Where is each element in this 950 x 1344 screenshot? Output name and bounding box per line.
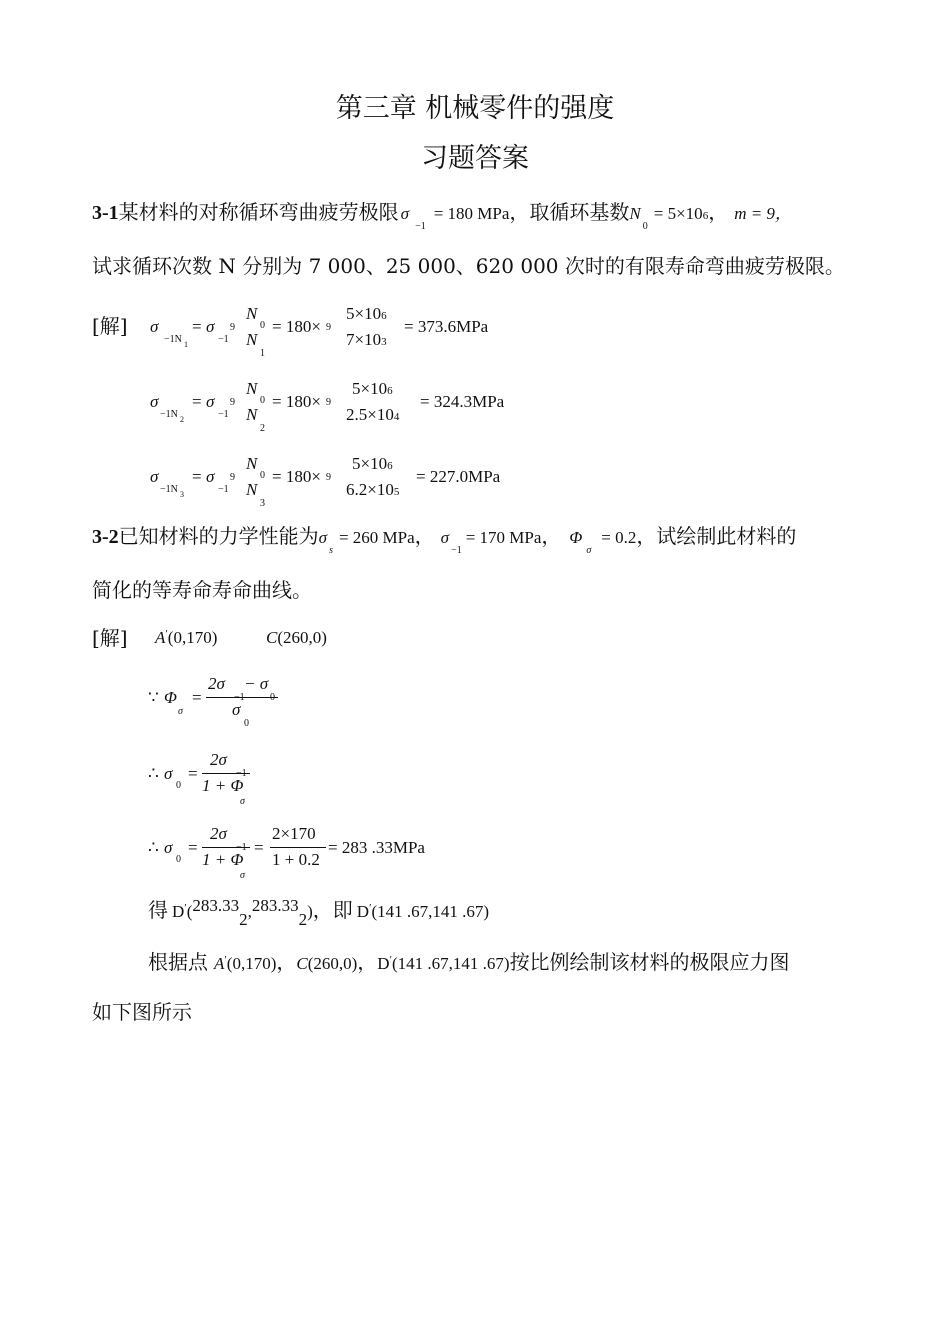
eq-equals: = (192, 317, 202, 336)
therefore-icon: ∴ (148, 764, 159, 783)
N-subscript: 1 (260, 348, 265, 359)
equation-3 (150, 450, 550, 510)
root-index: 9 (230, 322, 235, 333)
chapter-title: 第三章 机械零件的强度 (335, 93, 615, 124)
phi-subscript: σ (586, 545, 592, 556)
result: = 324.3MPa (420, 392, 505, 411)
sigma-symbol: σ (206, 317, 215, 336)
fraction-bar (202, 773, 250, 774)
N-symbol: N (246, 405, 258, 424)
problem-text: 已知材料的力学性能为 (118, 524, 319, 548)
sigma-symbol: σ (150, 467, 159, 486)
D-divisor: 2 (239, 910, 248, 929)
N-symbol: N (246, 454, 258, 473)
sigma0-result (148, 822, 468, 882)
D-close-paren: ) (307, 902, 313, 921)
sigma-s-subscript: s (329, 545, 333, 556)
D-symbol: D (356, 902, 370, 921)
eq-equals: = (192, 392, 202, 411)
sigma-symbol: σ (400, 204, 410, 223)
D-result: (141 .67,141 .67) (371, 902, 490, 921)
N-subscript: 0 (260, 470, 265, 481)
N0-subscript: 0 (642, 221, 648, 232)
D-open-paren: ( (186, 902, 193, 921)
root-index: 9 (230, 472, 235, 483)
phi-subscript: σ (240, 870, 245, 881)
N-subscript: 3 (260, 498, 265, 509)
numerator: 2σ (210, 824, 227, 843)
denominator: σ (232, 700, 241, 719)
sigma-subscript: −1 (415, 221, 426, 232)
phi-definition (148, 672, 348, 732)
coefficient: = 180× (272, 467, 321, 486)
numerator: 5×106 (352, 379, 393, 398)
fraction-bar (202, 847, 250, 848)
sigma-s-symbol: σ (318, 528, 328, 547)
N-subscript: 0 (260, 395, 265, 406)
denominator: 7×103 (346, 330, 387, 349)
eq-subscript: −1N (160, 409, 178, 420)
problem-3-1-line1 (92, 196, 792, 232)
root-index: 9 (230, 397, 235, 408)
denominator: 2.5×104 (346, 405, 400, 424)
section-subtitle: 习题答案 (421, 143, 529, 174)
N-symbol: N (246, 480, 258, 499)
final-line-1: 根据点 A′(0,170)，C(260,0)，D′(141 .67,141 .67)按比例绘制该材料的极限应力图 (148, 950, 790, 974)
denominator: 1 + Φ (202, 776, 244, 795)
therefore-icon: ∴ (148, 838, 159, 857)
numerator: 2×170 (272, 824, 316, 843)
sigma-subscript: 0 (176, 854, 181, 865)
D-value-2: 283.33 (251, 896, 299, 915)
D-symbol: D (172, 902, 185, 921)
eq-equals: = (192, 688, 202, 707)
solution-label-3-2: [解] (92, 626, 128, 650)
phi-subscript: σ (240, 796, 245, 807)
eq-subscript-index: 3 (180, 490, 184, 499)
eq-equals: = (188, 838, 198, 857)
de-prefix: 得 (148, 898, 168, 922)
comma: ， (541, 524, 562, 548)
problem-text: ，试绘制此材料的 (636, 524, 797, 548)
root-index: 9 (326, 472, 331, 483)
phi-symbol: Φ (164, 688, 177, 707)
numerator: 5×106 (346, 304, 387, 323)
equation-2 (150, 375, 550, 435)
N0-exponent: 6 (702, 210, 709, 222)
phi-subscript: σ (178, 706, 183, 717)
D-divisor: 2 (298, 910, 308, 929)
numerator-rest: − σ (244, 674, 269, 693)
N0-value: = 5×10 (653, 204, 703, 223)
sigma-symbol: σ (206, 467, 215, 486)
fraction-bar (270, 847, 326, 848)
comma: ， (708, 200, 729, 224)
fraction-bar (206, 697, 278, 698)
eq-subscript: −1 (218, 334, 229, 345)
root-index: 9 (326, 322, 331, 333)
sigma-symbol: σ (150, 317, 159, 336)
eq-subscript-index: 2 (180, 415, 184, 424)
point-C: C(260,0) (266, 628, 327, 647)
problem-text: 某材料的对称循环弯曲疲劳极限 (118, 200, 399, 224)
eq-subscript-index: 1 (184, 340, 188, 349)
numerator: 2σ (210, 750, 227, 769)
point-D-line: 得 D′($^{283.33}_2$,$^{283.33}_2$)，即 D′(141 .67,141 .67) (148, 896, 490, 929)
problem-text: ，取循环基数 (509, 200, 630, 224)
sigma-s-value: = 260 MPa (338, 528, 415, 547)
eq-subscript: −1N (164, 334, 182, 345)
denominator: 1 + Φ (202, 850, 244, 869)
denominator: 6.2×105 (346, 480, 400, 499)
sigma-m1-value: = 170 MPa (465, 528, 542, 547)
N-symbol: N (246, 330, 258, 349)
sigma-symbol: σ (440, 528, 450, 547)
eq-subscript: −1N (160, 484, 178, 495)
equation-1 (150, 300, 550, 360)
numerator: 5×106 (352, 454, 393, 473)
coefficient: = 180× (272, 317, 321, 336)
sigma-value: = 180 MPa (433, 204, 510, 223)
problem-3-1-line2: 试求循环次数 N 分别为 7 000、25 000、620 000 次时的有限寿命弯曲疲劳极限。 (92, 254, 845, 278)
result: = 373.6MPa (404, 317, 489, 336)
denominator-subscript: 0 (244, 718, 249, 729)
sigma-symbol: σ (164, 838, 173, 857)
sigma-symbol: σ (164, 764, 173, 783)
N-symbol: N (246, 304, 258, 323)
N-symbol: N (246, 379, 258, 398)
result: = 283 .33MPa (328, 838, 425, 857)
because-icon: ∵ (148, 688, 159, 707)
eq-subscript: −1 (218, 484, 229, 495)
N-subscript: 2 (260, 423, 265, 434)
problem-number: 3-1 (92, 202, 119, 224)
numerator: 2σ (208, 674, 225, 693)
result: = 227.0MPa (416, 467, 501, 486)
coefficient: = 180× (272, 392, 321, 411)
denominator: 1 + 0.2 (272, 850, 320, 869)
N0-symbol: N (629, 204, 641, 223)
phi-symbol: Φ (569, 528, 583, 547)
sigma-symbol: σ (150, 392, 159, 411)
sigma-subscript: 0 (176, 780, 181, 791)
root-index: 9 (326, 397, 331, 408)
D-value-1: 283.33 (192, 896, 240, 915)
point-A: A′(0,170) (155, 628, 218, 647)
sigma-symbol: σ (206, 392, 215, 411)
eq-subscript: −1 (218, 409, 229, 420)
problem-3-2-line2: 简化的等寿命寿命曲线。 (92, 578, 312, 602)
problem-number: 3-2 (92, 526, 119, 548)
m-value: m = 9， (734, 204, 792, 223)
comma: ， (414, 524, 435, 548)
D-comma: , (247, 902, 252, 921)
sigma0-formula (148, 748, 348, 808)
phi-value: = 0.2 (601, 528, 637, 547)
final-line-2: 如下图所示 (92, 1000, 192, 1024)
problem-3-2-line1 (92, 520, 797, 556)
de-mid: ，即 (312, 898, 353, 922)
solution-label-3-1: [解] (92, 314, 128, 338)
sigma-subscript: −1 (451, 545, 462, 556)
eq-equals: = (192, 467, 202, 486)
eq-equals: = (254, 838, 264, 857)
eq-equals: = (188, 764, 198, 783)
N-subscript: 0 (260, 320, 265, 331)
